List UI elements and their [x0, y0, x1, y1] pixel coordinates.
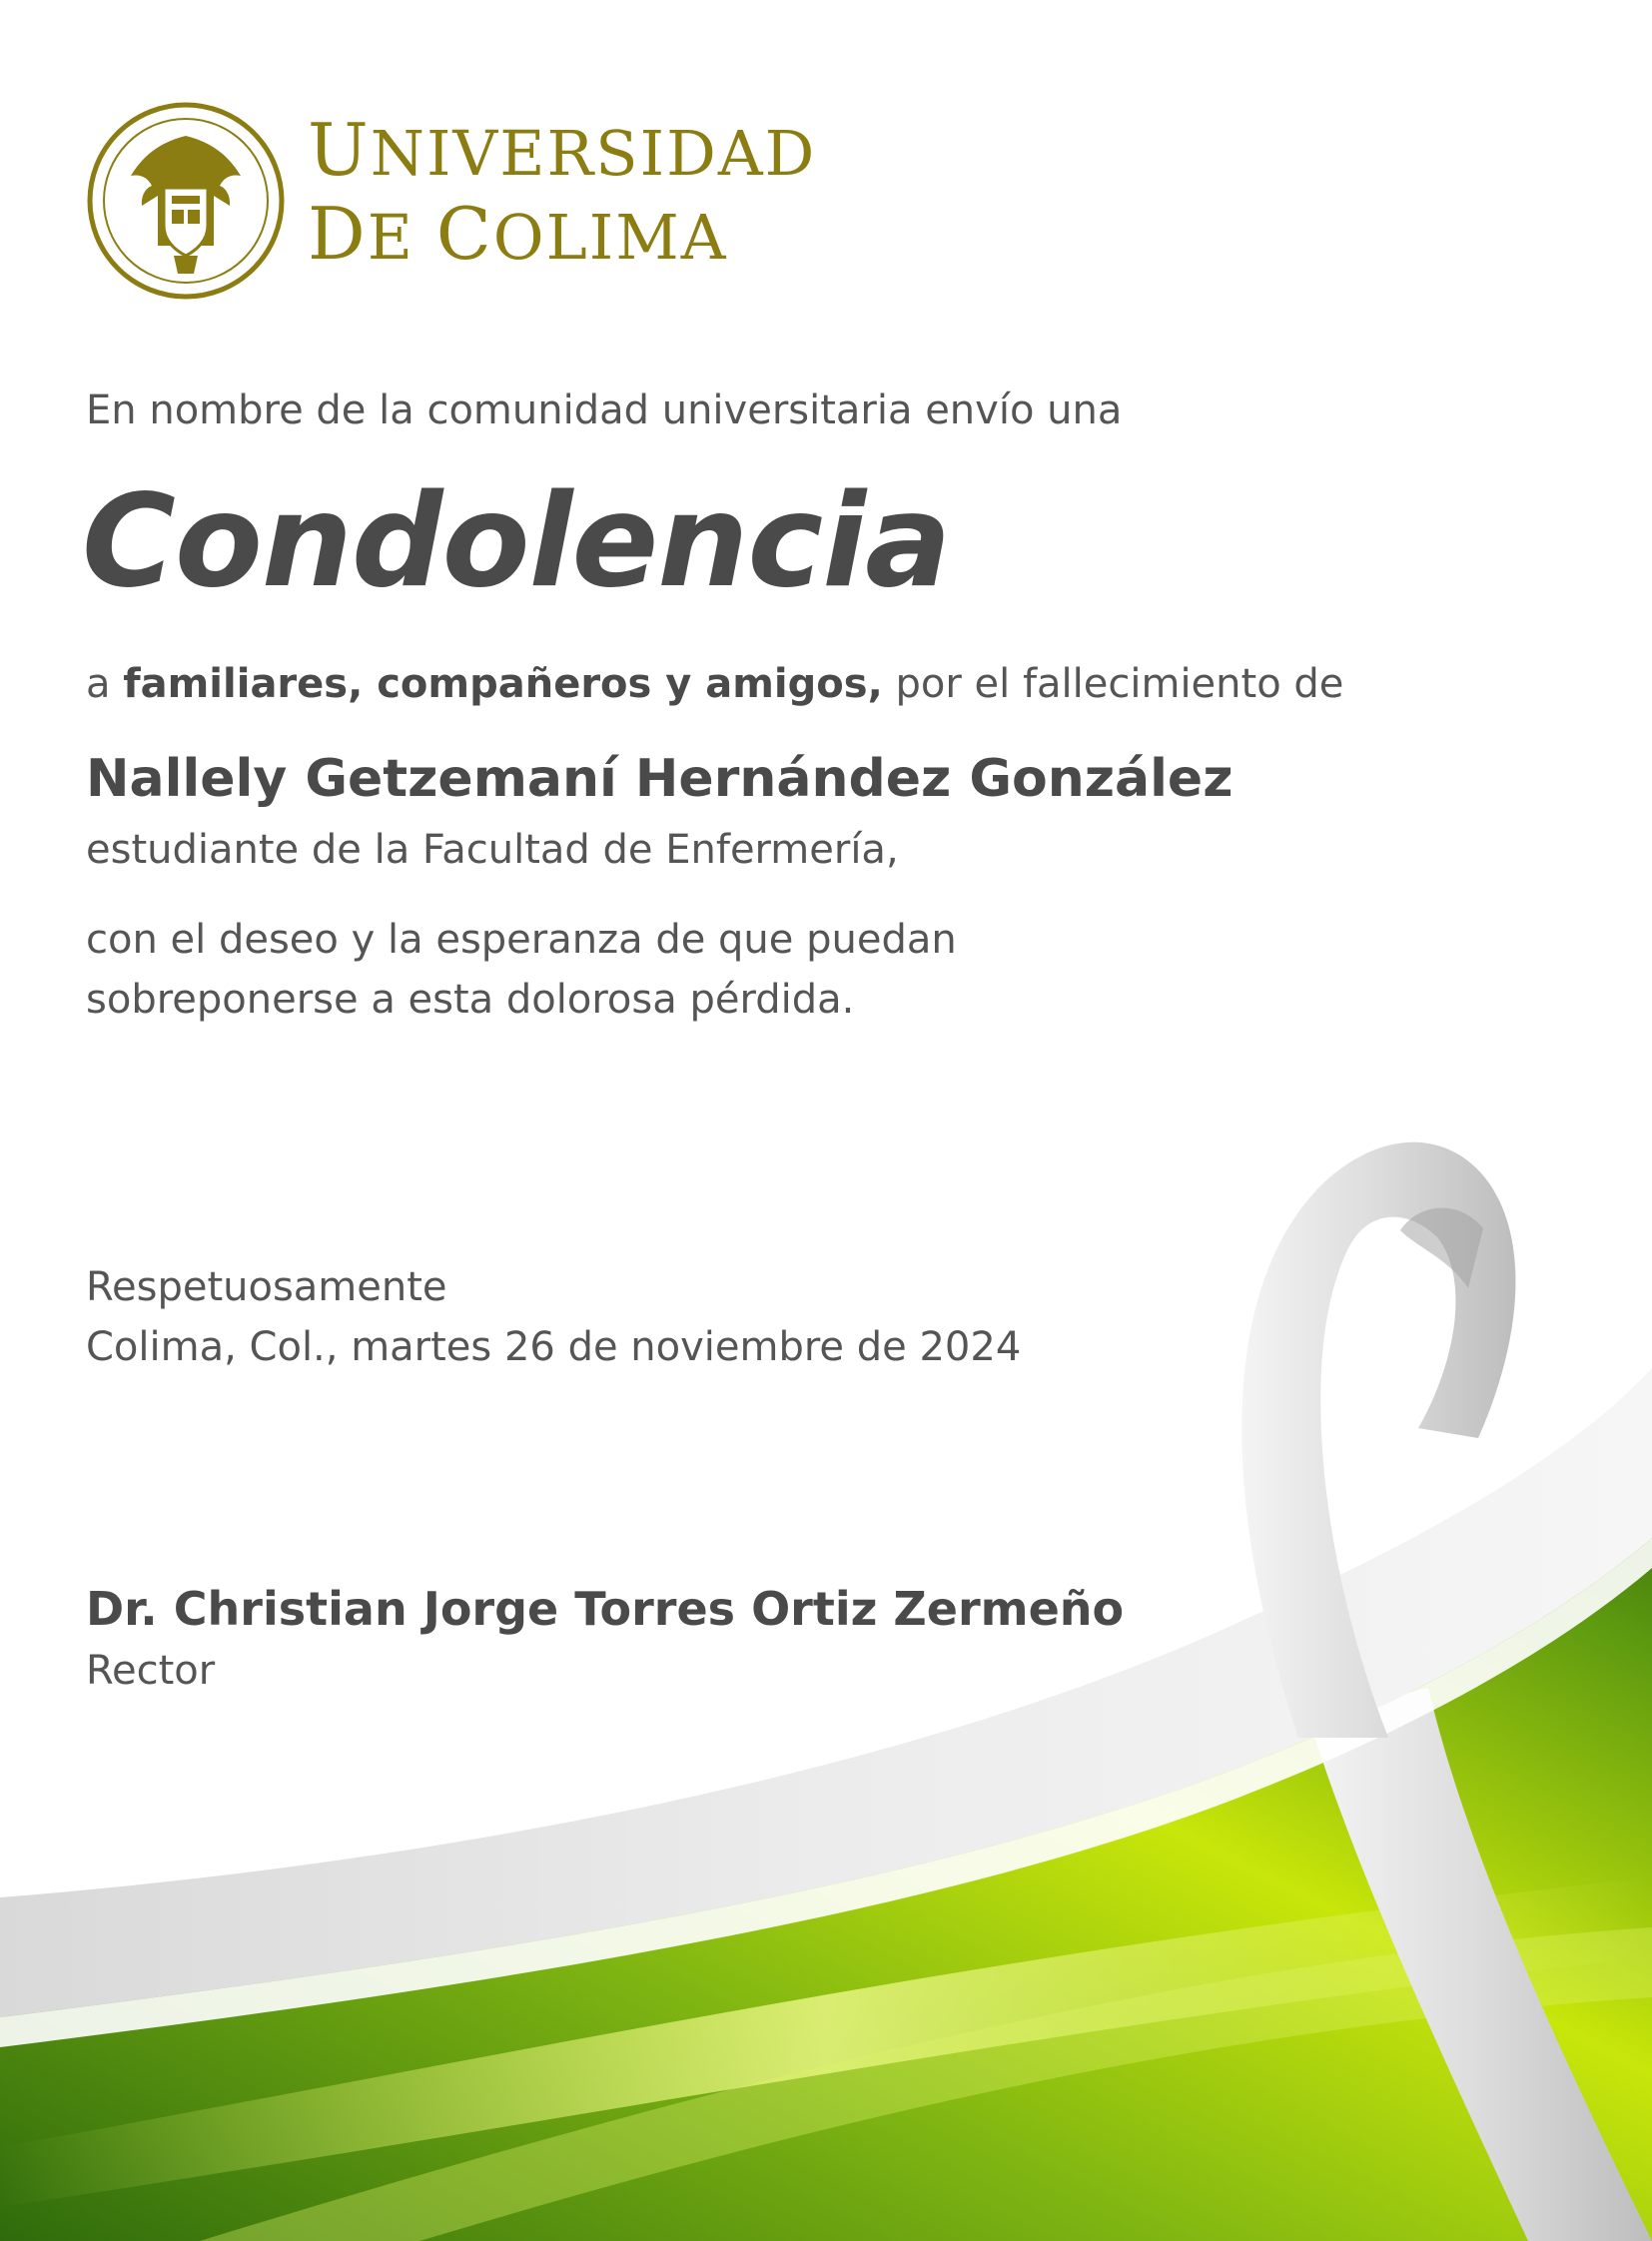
recipients-text: a familiares, compañeros y amigos, por el fallecimiento de — [86, 661, 1344, 707]
intro-text: En nombre de la comunidad universitaria envío una — [86, 387, 1123, 433]
dateline: Colima, Col., martes 26 de noviembre de 2024 — [86, 1324, 1022, 1370]
university-seal-icon — [86, 96, 286, 306]
signer-title: Rector — [86, 1648, 216, 1694]
signer-name: Dr. Christian Jorge Torres Ortiz Zermeño — [86, 1582, 1125, 1636]
university-wordmark: UNIVERSIDAD DE COLIMA — [308, 108, 817, 276]
wish-line-1: con el deseo y la esperanza de que puedan — [86, 917, 957, 963]
headline: Condolencia — [82, 467, 951, 616]
university-logo — [86, 96, 1085, 306]
wish-line-2: sobreponerse a esta dolorosa pérdida. — [86, 977, 855, 1023]
deceased-name: Nallely Getzemaní Hernández González — [86, 749, 1234, 809]
deceased-role: estudiante de la Facultad de Enfermería, — [86, 827, 899, 873]
recipients-bold: familiares, compañeros y amigos, — [123, 661, 883, 707]
closing: Respetuosamente — [86, 1264, 447, 1310]
